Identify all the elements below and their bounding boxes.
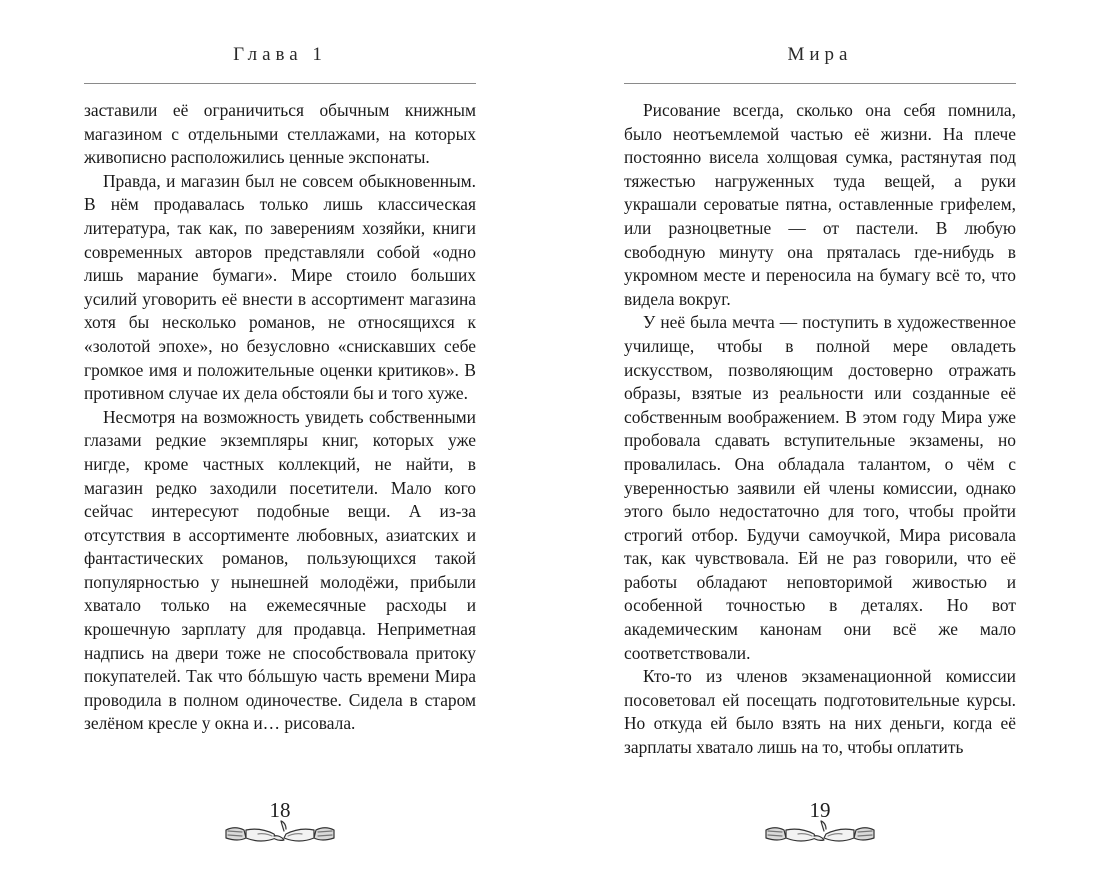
running-head-chapter: Глава 1 [233,44,327,65]
paragraph: Правда, и магазин был не совсем обыкновенным. В нём продавалась только лишь классическая литература, так как, по заверениям хозяйки, книги современных авторов представляли собой «одно лишь марание бумаги». Мире стоило больших усилий уговорить её внести в ассортимент магазина хотя бы несколько романов, не относящихся к «золотой эпохе», но безусловно «снискавших себе громкое имя и положительные оценки критиков». В противном случае их дела обстояли бы и того хуже. [84,170,476,404]
header-rule [624,83,1016,84]
page-number: 18 [269,798,291,822]
left-page [84,0,476,880]
header-rule [84,83,476,84]
body-text [84,99,476,736]
paragraph: Рисование всегда, сколько она себя помнила, было неотъемлемой частью её жизни. На плече постоянно висела холщовая сумка, растянутая под тяжестью нагруженных туда вещей, а руки украшали сероватые пятна, оставленные грифелем, или разноцветные — от пастели. В любую свободную минуту она пряталась где-нибудь в укромном месте и переносила на бумагу всё то, что видела вокруг. [624,100,1016,309]
page-number: 19 [809,798,831,822]
paragraph: У неё была мечта — поступить в художественное училище, чтобы в полной мере овладеть искусством, позволяющим достоверно отражать образы, взятые из реальности или созданные её собственным воображением. В этом году Мира уже пробовала сдавать вступительные экзамены, но провалилась. Она обладала талантом, о чём с уверенностью заявили ей члены комиссии, однако этого было недостаточно для того, чтобы пройти строгий отбор. Будучи самоучкой, Мира рисовала так, как чувствовала. Ей не раз говорили, что её работы обладают неповторимой живостью и особенной точностью в деталях. Но вот академическим канонам они всё же мало соответствовали. [624,312,1016,663]
paragraph: Несмотря на возможность увидеть собственными глазами редкие экземпляры книг, которых уже нигде, кроме частных коллекций, не найти, в магазин редко заходили посетители. Мало кого сейчас интересуют подобные вещи. А из-за отсутствия в ассортименте любовных, азиатских и фантастических романов, пользующихся такой популярностью у нынешней молодёжи, прибыли хватало только на ежемесячные расходы и крошечную зарплату для продавца. Неприметная надпись на двери тоже не способствовала притоку покупателей. Так что бóльшую часть времени Мира проводила в полном одиночестве. Сидела в старом зелёном кресле у окна и… рисовала. [84,406,476,734]
body-text [624,99,1016,760]
paragraph: заставили её ограничиться обычным книжным магазином с отдельными стеллажами, на которых живописно расположились ценные экспонаты. [84,100,476,168]
paragraph: Кто-то из членов экзаменационной комиссии посоветовал ей посещать подготовительные курсы. Но откуда ей было взять на них деньги, когда её зарплаты хватало лишь на то, чтобы оплатить [624,666,1016,758]
hands-ornament-icon [762,818,878,850]
hands-ornament-icon [222,818,338,850]
right-page [624,0,1016,880]
running-head-title: Мира [787,44,853,65]
